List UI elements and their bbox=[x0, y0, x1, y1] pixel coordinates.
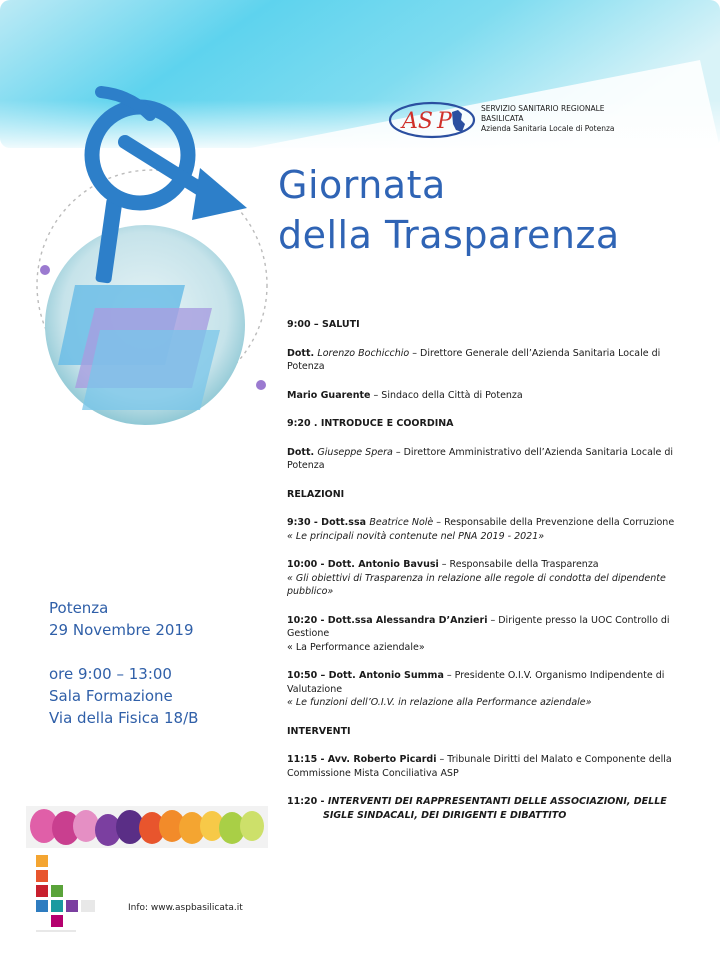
magnifier-layers-icon bbox=[0, 80, 290, 460]
title-line2: della Trasparenza bbox=[278, 213, 620, 257]
program-item: 11:15 - Avv. Roberto Picardi – Tribunale Diritti del Malato e Componente della Commissione Mista Conciliativa ASP bbox=[287, 754, 672, 779]
people-heads-icon bbox=[26, 806, 268, 848]
footer-info: Info: www.aspbasilicata.it bbox=[128, 903, 243, 913]
logo-line3: Azienda Sanitaria Locale di Potenza bbox=[481, 124, 615, 133]
logo-line1: SERVIZIO SANITARIO REGIONALE bbox=[481, 104, 605, 113]
page-title bbox=[278, 160, 620, 260]
svg-text:AS: AS bbox=[402, 109, 433, 134]
program-item: Dott. Giuseppe Spera – Direttore Amministrativo dell’Azienda Sanitaria Locale di Potenza bbox=[287, 446, 674, 471]
program-item: 9:30 - Dott.ssa Beatrice Nolè – Responsabile della Prevenzione della Corruzione « Le principali novità contenute nel PNA 2019 - 2021» bbox=[287, 517, 675, 542]
program-item: INTERVENTI bbox=[287, 725, 351, 737]
event-address: Via della Fisica 18/B bbox=[49, 709, 199, 727]
event-city: Potenza bbox=[49, 599, 109, 617]
program-item: Dott. Lorenzo Bochicchio – Direttore Generale dell’Azienda Sanitaria Locale di Potenza bbox=[287, 347, 661, 372]
program-item: 9:20 . INTRODUCE E COORDINA bbox=[287, 418, 454, 429]
title-line1: Giornata bbox=[278, 163, 446, 207]
program-item: 9:00 – SALUTI bbox=[287, 319, 360, 330]
logo-text bbox=[481, 104, 615, 134]
program-item: 10:00 - Dott. Antonio Bavusi – Responsabile della Trasparenza « Gli obiettivi di Trasparenza in relazione alle regole di condotta del dipendente pubblico» bbox=[287, 559, 666, 597]
program-item: 11:20 - INTERVENTI DEI RAPPRESENTANTI DELLE ASSOCIAZIONI, DELLE SIGLE SINDACALI, DEI DIRIGENTI E DIBATTITO bbox=[287, 796, 667, 821]
event-info bbox=[49, 597, 198, 729]
logo-line2: BASILICATA bbox=[481, 114, 524, 123]
asp-logo-icon bbox=[388, 100, 478, 140]
program-item: 10:50 – Dott. Antonio Summa – Presidente O.I.V. Organismo Indipendente di Valutazione « Le funzioni dell’O.I.V. in relazione alla Performance aziendale» bbox=[287, 670, 665, 708]
svg-text:P: P bbox=[437, 109, 452, 134]
program-list bbox=[287, 318, 692, 837]
color-mosaic-icon bbox=[36, 853, 98, 933]
program-item: 10:20 - Dott.ssa Alessandra D’Anzieri – Dirigente presso la UOC Controllo di Gestione « La Performance aziendale» bbox=[287, 614, 670, 653]
program-item: Mario Guarente – Sindaco della Città di Potenza bbox=[287, 389, 523, 401]
event-date: 29 Novembre 2019 bbox=[49, 621, 194, 639]
event-hours: ore 9:00 – 13:00 bbox=[49, 665, 172, 683]
asp-logo bbox=[388, 98, 618, 142]
program-item: RELAZIONI bbox=[287, 488, 345, 500]
event-room: Sala Formazione bbox=[49, 687, 173, 705]
